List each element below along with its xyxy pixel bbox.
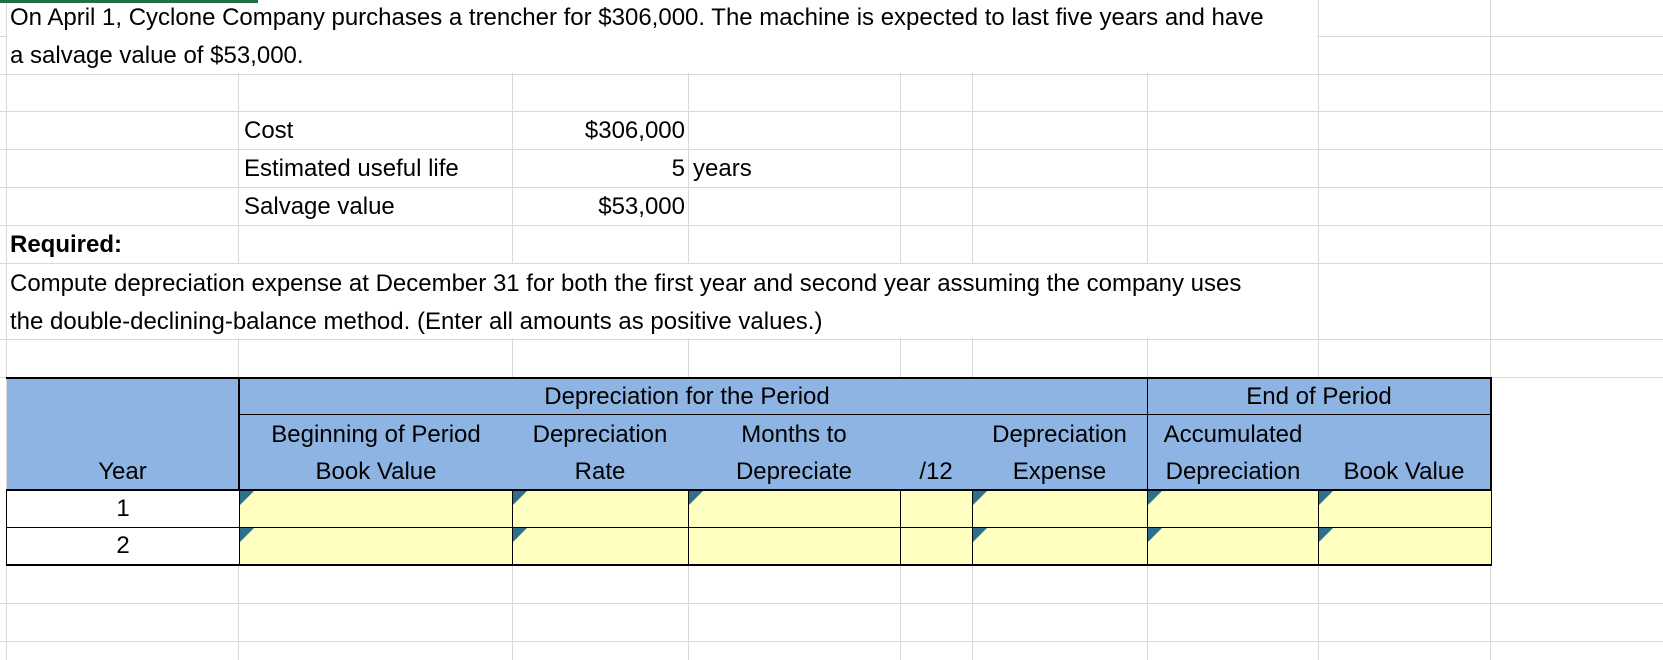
input-marker-icon: [1148, 528, 1162, 542]
input-months-y1[interactable]: [688, 490, 901, 528]
input-marker-icon: [240, 491, 254, 505]
salvage-label[interactable]: Salvage value: [244, 193, 395, 220]
input-months-y2[interactable]: [688, 527, 901, 566]
input-rate-y1[interactable]: [512, 490, 689, 528]
cost-value[interactable]: $306,000: [584, 117, 685, 144]
required-line-2: the double-declining-balance method. (Enter all amounts as positive values.): [10, 308, 823, 335]
header-beginning-bv-line2: Book Value: [315, 458, 437, 485]
header-div12: /12: [919, 458, 953, 485]
header-accum-line2: Depreciation: [1165, 458, 1301, 485]
useful-life-label[interactable]: Estimated useful life: [244, 155, 459, 182]
input-div12-y2[interactable]: [900, 527, 973, 566]
input-beginning-bv-y1[interactable]: [239, 490, 513, 528]
input-marker-icon: [1319, 528, 1333, 542]
problem-line-2: a salvage value of $53,000.: [10, 42, 304, 69]
input-marker-icon: [689, 491, 703, 505]
input-rate-y2[interactable]: [512, 527, 689, 566]
input-marker-icon: [973, 528, 987, 542]
input-marker-icon: [1148, 491, 1162, 505]
required-line-1: Compute depreciation expense at December 31 for both the first year and second year assuming the company uses: [10, 270, 1242, 297]
header-rate-line1: Depreciation: [532, 421, 668, 448]
header-expense-line2: Expense: [1012, 458, 1107, 485]
header-accum-line1: Accumulated: [1163, 421, 1303, 448]
input-endbv-y1[interactable]: [1318, 490, 1492, 528]
header-end-of-period: End of Period: [1246, 383, 1392, 410]
input-beginning-bv-y2[interactable]: [239, 527, 513, 566]
input-expense-y1[interactable]: [972, 490, 1148, 528]
salvage-value[interactable]: $53,000: [598, 193, 685, 220]
input-endbv-y2[interactable]: [1318, 527, 1492, 566]
input-accum-y1[interactable]: [1147, 490, 1319, 528]
input-marker-icon: [513, 528, 527, 542]
required-heading: Required:: [10, 231, 123, 258]
problem-line-1: On April 1, Cyclone Company purchases a trencher for $306,000. The machine is expected to last five years and have: [10, 4, 1264, 31]
table-row-year: 2: [6, 527, 240, 566]
useful-life-unit[interactable]: years: [693, 155, 752, 182]
header-end-bv: Book Value: [1343, 458, 1465, 485]
header-months-line2: Depreciate: [735, 458, 853, 485]
cost-label[interactable]: Cost: [244, 117, 294, 144]
input-marker-icon: [1319, 491, 1333, 505]
input-marker-icon: [513, 491, 527, 505]
header-beginning-bv-line1: Beginning of Period: [271, 421, 481, 448]
header-depreciation-for-period: Depreciation for the Period: [544, 383, 830, 410]
header-expense-line1: Depreciation: [992, 421, 1127, 448]
input-expense-y2[interactable]: [972, 527, 1148, 566]
header-year: Year: [98, 458, 147, 485]
input-marker-icon: [973, 491, 987, 505]
header-rate-line2: Rate: [574, 458, 626, 485]
input-accum-y2[interactable]: [1147, 527, 1319, 566]
input-marker-icon: [240, 528, 254, 542]
header-months-line1: Months to: [741, 421, 847, 448]
useful-life-value[interactable]: 5: [671, 155, 685, 182]
input-div12-y1[interactable]: [900, 490, 973, 528]
table-row-year: 1: [6, 490, 240, 528]
